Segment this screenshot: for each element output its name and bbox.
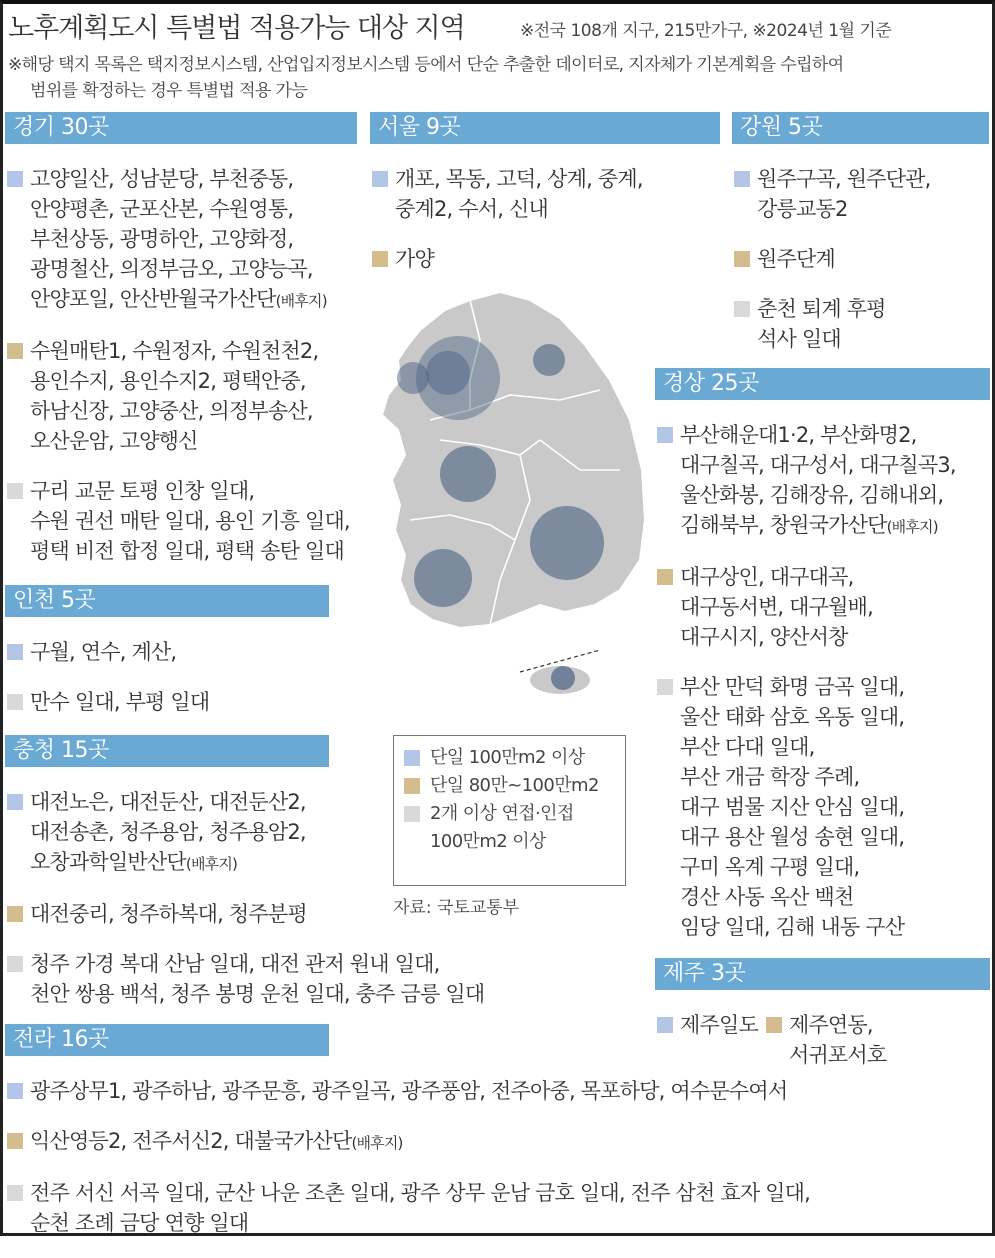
section-gyeonggi — [5, 112, 357, 586]
list-group-tan — [732, 244, 989, 274]
list-group-blue — [5, 787, 329, 879]
section-jeju — [655, 958, 990, 1090]
legend — [393, 735, 626, 886]
list-line: 중계2, 수서, 신내 — [395, 197, 548, 221]
tan-square-icon — [7, 1133, 23, 1149]
list-line: 강릉교동2 — [757, 197, 848, 221]
tan-square-icon — [372, 251, 388, 267]
list-group-gray — [5, 476, 357, 566]
list-line: 개포, 목동, 고덕, 상계, 중계, — [395, 167, 643, 191]
blue-square-icon — [734, 171, 750, 187]
list-line: 오창과학일반산단(배후지) — [30, 850, 238, 874]
group-lines — [757, 244, 835, 274]
list-line: 구리 교문 토평 인창 일대, — [30, 479, 255, 503]
legend-label — [430, 744, 585, 772]
group-lines — [757, 164, 931, 224]
list-line: 천안 쌍용 백석, 청주 봉명 운천 일대, 충주 금릉 일대 — [30, 982, 485, 1006]
section-header: 전라 16곳 — [5, 1024, 329, 1056]
group-lines — [680, 420, 956, 542]
list-line: 평택 비전 합정 일대, 평택 송탄 일대 — [30, 539, 344, 563]
list-line: 경산 사동 옥산 백천 — [680, 885, 854, 909]
list-line: 석사 일대 — [757, 327, 841, 351]
list-group-blue — [5, 1076, 788, 1106]
gray-square-icon — [734, 301, 750, 317]
section-gyeongsang — [655, 368, 990, 962]
list-line: 서귀포서호 — [788, 1043, 887, 1067]
section-groups — [5, 1056, 811, 1238]
list-line: 원주구곡, 원주단관, — [757, 167, 931, 191]
list-line: 고양일산, 성남분당, 부천중동, — [30, 167, 294, 191]
blue-square-icon — [7, 171, 23, 187]
list-line: 대전송촌, 청주용암, 청주용암2, — [30, 820, 306, 844]
list-line: 대구동서변, 대구월배, — [680, 595, 873, 619]
section-groups — [370, 144, 720, 274]
legend-label-line: 단일 80만~100만m2 — [430, 775, 599, 796]
cluster-circle-chungcheong — [440, 446, 496, 502]
page-title: 노후계획도시 특별법 적용가능 대상 지역 — [8, 13, 465, 44]
list-line: 오산운암, 고양행신 — [30, 429, 198, 453]
tan-square-icon — [404, 778, 420, 794]
list-group-blue — [655, 420, 990, 542]
note-line: 범위를 확정하는 경우 특별법 적용 가능 — [30, 81, 308, 101]
legend-item-tan — [404, 772, 615, 800]
list-line: 대구 용산 월성 송현 일대, — [680, 825, 905, 849]
blue-square-icon — [7, 644, 23, 660]
section-groups — [655, 990, 990, 1090]
list-line: 대구 범물 지산 안심 일대, — [680, 795, 905, 819]
cluster-circle-jeju — [551, 666, 575, 690]
cluster-circle-incheon — [397, 362, 429, 394]
list-group-blue — [732, 164, 989, 224]
section-header: 제주 3곳 — [655, 958, 990, 990]
list-line: 가양 — [395, 247, 434, 271]
source-note: 자료: 국토교통부 — [393, 898, 520, 918]
blue-square-icon — [7, 1083, 23, 1099]
list-line: 광명철산, 의정부금오, 고양능곡, — [30, 257, 313, 281]
legend-label — [430, 772, 599, 800]
group-lines — [789, 1010, 886, 1070]
list-line: 용인수지, 용인수지2, 평택안중, — [30, 369, 306, 393]
list-line: 전주 서신 서곡 일대, 군산 나운 조촌 일대, 광주 상무 운남 금호 일대, 전주 삼천 효자 일대, — [30, 1181, 811, 1205]
list-group-blue — [370, 164, 720, 224]
section-header: 인천 5곳 — [5, 585, 329, 617]
list-line: 부산해운대1·2, 부산화명2, — [680, 423, 917, 447]
list-group-tan — [5, 1126, 403, 1158]
list-line: 부산 개금 학장 주례, — [680, 765, 860, 789]
tan-square-icon — [7, 906, 23, 922]
gray-square-icon — [7, 956, 23, 972]
gray-square-icon — [7, 483, 23, 499]
tan-square-icon — [7, 343, 23, 359]
gray-square-icon — [404, 806, 420, 822]
list-line: 광주상무1, 광주하남, 광주문흥, 광주일곡, 광주풍암, 전주아중, 목포하당, 여수문수여서 — [30, 1079, 788, 1103]
tan-square-icon — [734, 251, 750, 267]
gray-square-icon — [7, 694, 23, 710]
group-lines — [30, 164, 327, 316]
section-groups — [5, 617, 329, 717]
suffix-note: (배후지) — [185, 855, 238, 873]
blue-square-icon — [404, 750, 420, 766]
list-line: 임당 일대, 김해 내동 구산 — [680, 915, 905, 939]
list-line: 안양평촌, 군포산본, 수원영통, — [30, 197, 294, 221]
list-line: 김해북부, 창원국가산단(배후지) — [680, 513, 938, 537]
list-line: 만수 일대, 부평 일대 — [30, 690, 210, 714]
cluster-circle-gangwon — [533, 344, 565, 376]
list-line: 순천 조례 금당 연향 일대 — [30, 1211, 249, 1235]
note-line: ※해당 택지 목록은 택지정보시스템, 산업입지정보시스템 등에서 단순 추출한 데이터로, 지자체가 기본계획을 수립하여 — [8, 55, 844, 75]
list-group-gray — [732, 294, 989, 354]
group-lines — [395, 244, 434, 274]
group-lines — [30, 1178, 810, 1238]
list-group-gray — [5, 949, 485, 1009]
section-groups — [655, 400, 990, 942]
suffix-note: (배후지) — [351, 1134, 403, 1152]
section-header: 충청 15곳 — [5, 735, 329, 767]
list-line: 부산 다대 일대, — [680, 735, 815, 759]
list-line: 대구시지, 양산서창 — [680, 625, 848, 649]
group-lines — [30, 787, 306, 879]
legend-label-line: 2개 이상 연접·인접 — [430, 803, 574, 824]
list-line: 대전중리, 청주하복대, 청주분평 — [30, 902, 307, 926]
list-line: 울산 태화 삼호 옥동 일대, — [680, 705, 905, 729]
list-line: 원주단계 — [757, 247, 835, 271]
group-lines — [30, 476, 350, 566]
legend-label-line: 100만m2 이상 — [430, 831, 546, 852]
group-lines — [680, 672, 904, 942]
blue-square-icon — [657, 1017, 673, 1033]
legend-label-line: 단일 100만m2 이상 — [430, 747, 585, 768]
list-group-tan — [5, 336, 357, 456]
list-group-gray — [5, 1178, 811, 1238]
list-line: 제주일도 — [680, 1013, 758, 1037]
list-group-tan — [370, 244, 720, 274]
group-lines — [395, 164, 643, 224]
list-line: 춘천 퇴계 후평 — [757, 297, 886, 321]
section-header: 경상 25곳 — [655, 368, 990, 400]
list-line: 부산 만덕 화명 금곡 일대, — [680, 675, 905, 699]
legend-label — [430, 800, 574, 856]
subtitle: ※전국 108개 지구, 215만가구, ※2024년 1월 기준 — [520, 21, 892, 41]
list-line: 구월, 연수, 계산, — [30, 640, 177, 664]
list-line: 안양포일, 안산반월국가산단(배후지) — [30, 287, 327, 311]
list-line: 구미 옥계 구평 일대, — [680, 855, 860, 879]
blue-square-icon — [7, 794, 23, 810]
group-lines — [680, 1010, 758, 1070]
section-groups — [732, 144, 989, 354]
section-groups — [5, 144, 357, 566]
group-lines — [30, 637, 176, 667]
section-gangwon — [732, 112, 989, 374]
list-line: 대전노은, 대전둔산, 대전둔산2, — [30, 790, 306, 814]
section-header: 경기 30곳 — [5, 112, 357, 144]
blue-square-icon — [372, 171, 388, 187]
cluster-circle-gyeongsang — [530, 506, 604, 580]
legend-item-gray — [404, 800, 615, 856]
korea-map — [370, 285, 660, 705]
section-seoul — [370, 112, 720, 294]
list-line: 수원매탄1, 수원정자, 수원천천2, — [30, 339, 319, 363]
list-line: 하남신장, 고양중산, 의정부송산, — [30, 399, 313, 423]
list-group-blue — [5, 164, 357, 316]
list-line: 울산화봉, 김해장유, 김해내외, — [680, 483, 944, 507]
group-lines — [30, 1126, 403, 1158]
group-lines — [680, 562, 873, 652]
legend-item-blue — [404, 744, 615, 772]
suffix-note: (배후지) — [886, 518, 938, 536]
list-line: 청주 가경 복대 산남 일대, 대전 관저 원내 일대, — [30, 952, 440, 976]
list-group-gray — [655, 672, 990, 942]
section-header: 강원 5곳 — [732, 112, 989, 144]
section-header: 서울 9곳 — [370, 112, 720, 144]
cluster-circle-seoul — [426, 351, 470, 395]
list-line: 부천상동, 광명하안, 고양화정, — [30, 227, 294, 251]
list-group-blue — [655, 1010, 758, 1070]
list-group-tan — [655, 562, 990, 652]
list-line: 대구상인, 대구대곡, — [680, 565, 854, 589]
tan-square-icon — [766, 1017, 782, 1033]
suffix-note: (배후지) — [275, 292, 327, 310]
group-lines — [30, 687, 209, 717]
group-lines — [757, 294, 886, 354]
list-line: 수원 권선 매탄 일대, 용인 기흥 일대, — [30, 509, 350, 533]
gray-square-icon — [7, 1185, 23, 1201]
list-group-tan — [764, 1010, 886, 1070]
list-group-tan — [5, 899, 329, 929]
list-group-gray — [5, 687, 329, 717]
list-line: 제주연동, — [788, 1013, 873, 1037]
list-line: 익산영등2, 전주서신2, 대불국가산단(배후지) — [30, 1129, 403, 1153]
list-line: 대구칠곡, 대구성서, 대구칠곡3, — [680, 453, 956, 477]
group-lines — [30, 899, 307, 929]
section-incheon — [5, 585, 329, 737]
group-lines — [30, 949, 484, 1009]
cluster-circle-jeolla — [414, 549, 472, 607]
list-group-blue — [5, 637, 329, 667]
group-lines — [30, 336, 318, 456]
